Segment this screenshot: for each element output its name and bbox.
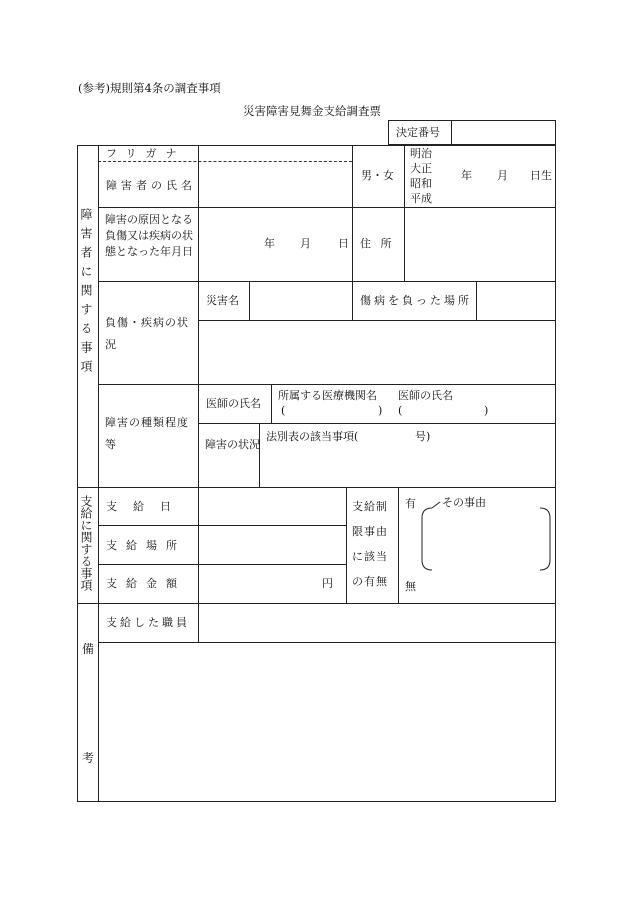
doctor-paren-close: ) bbox=[484, 404, 489, 417]
birth-year-unit: 年 bbox=[461, 169, 472, 182]
disaster-name-label: 災害名 bbox=[206, 294, 239, 307]
era-showa: 昭和 bbox=[410, 177, 432, 190]
reason-field[interactable] bbox=[430, 514, 542, 566]
disability-status-label: 障害の状況 bbox=[205, 438, 260, 451]
payment-amount-field[interactable] bbox=[202, 568, 317, 600]
payment-date-label: 支給日 bbox=[106, 500, 187, 513]
payment-date-field[interactable] bbox=[202, 490, 342, 522]
remarks-kou: 考 bbox=[82, 751, 95, 765]
era-meiji: 明治 bbox=[410, 147, 432, 160]
law-table-suffix: 号) bbox=[415, 430, 431, 443]
restriction-no[interactable]: 無 bbox=[405, 580, 416, 593]
institution-paren-close: ) bbox=[378, 404, 383, 417]
birth-day-unit: 日生 bbox=[530, 169, 552, 182]
institution-label: 所属する医療機関名 bbox=[278, 389, 377, 402]
address-label: 住 所 bbox=[360, 237, 395, 250]
name-field[interactable] bbox=[204, 166, 344, 204]
staff-label: 支給した職員 bbox=[106, 616, 190, 629]
section-disabled-person: 障害者に関する事項 bbox=[79, 208, 93, 379]
remarks-bi: 備 bbox=[82, 642, 95, 656]
reference-note: (参考)規則第4条の調査事項 bbox=[78, 81, 221, 95]
cause-date-label: 障害の原因となる負傷又は疾病の状態となった年月日 bbox=[105, 213, 193, 258]
yen-unit: 円 bbox=[322, 577, 333, 590]
institution-paren-open: ( bbox=[281, 404, 286, 417]
payment-place-label: 支給場所 bbox=[106, 539, 186, 552]
cause-year-unit: 年 bbox=[264, 237, 275, 250]
gender-choice[interactable]: 男・女 bbox=[361, 169, 394, 182]
injury-status-field[interactable] bbox=[202, 324, 552, 380]
payment-place-field[interactable] bbox=[202, 529, 342, 561]
doctor-name-label-2: 医師の氏名 bbox=[398, 389, 453, 402]
injury-place-label: 傷病を負った場所 bbox=[360, 294, 472, 307]
decision-number-label: 決定番号 bbox=[396, 126, 440, 139]
birth-month-unit: 月 bbox=[497, 169, 508, 182]
staff-field[interactable] bbox=[202, 606, 552, 639]
era-taisho: 大正 bbox=[410, 162, 432, 175]
furigana-label: フリガナ bbox=[106, 147, 186, 160]
reason-label: その事由 bbox=[442, 496, 486, 509]
address-field[interactable] bbox=[410, 212, 550, 276]
disaster-name-field[interactable] bbox=[252, 284, 348, 318]
cause-day-unit: 日 bbox=[338, 237, 349, 250]
name-label: 障害者の氏名 bbox=[106, 179, 196, 192]
payment-amount-label: 支給金額 bbox=[106, 577, 186, 590]
disability-type-label: 障害の種類程度等 bbox=[105, 416, 189, 451]
section-payment: 支給に関する事項 bbox=[79, 495, 93, 591]
law-table-label: 法別表の該当事項( bbox=[266, 430, 359, 443]
furigana-field[interactable] bbox=[204, 147, 344, 160]
remarks-field[interactable] bbox=[102, 646, 552, 798]
injury-status-label: 負傷・疾病の状況 bbox=[105, 316, 189, 351]
doctor-name-label: 医師の氏名 bbox=[206, 397, 261, 410]
doctor-paren-open: ( bbox=[398, 404, 403, 417]
injury-place-field[interactable] bbox=[479, 284, 553, 318]
form-title: 災害障害見舞金支給調査票 bbox=[243, 104, 381, 118]
restriction-yes[interactable]: 有 bbox=[405, 497, 416, 510]
era-heisei: 平成 bbox=[410, 192, 432, 205]
restriction-label: 支給制限事由に該当の有無 bbox=[352, 500, 388, 588]
cause-month-unit: 月 bbox=[300, 237, 311, 250]
